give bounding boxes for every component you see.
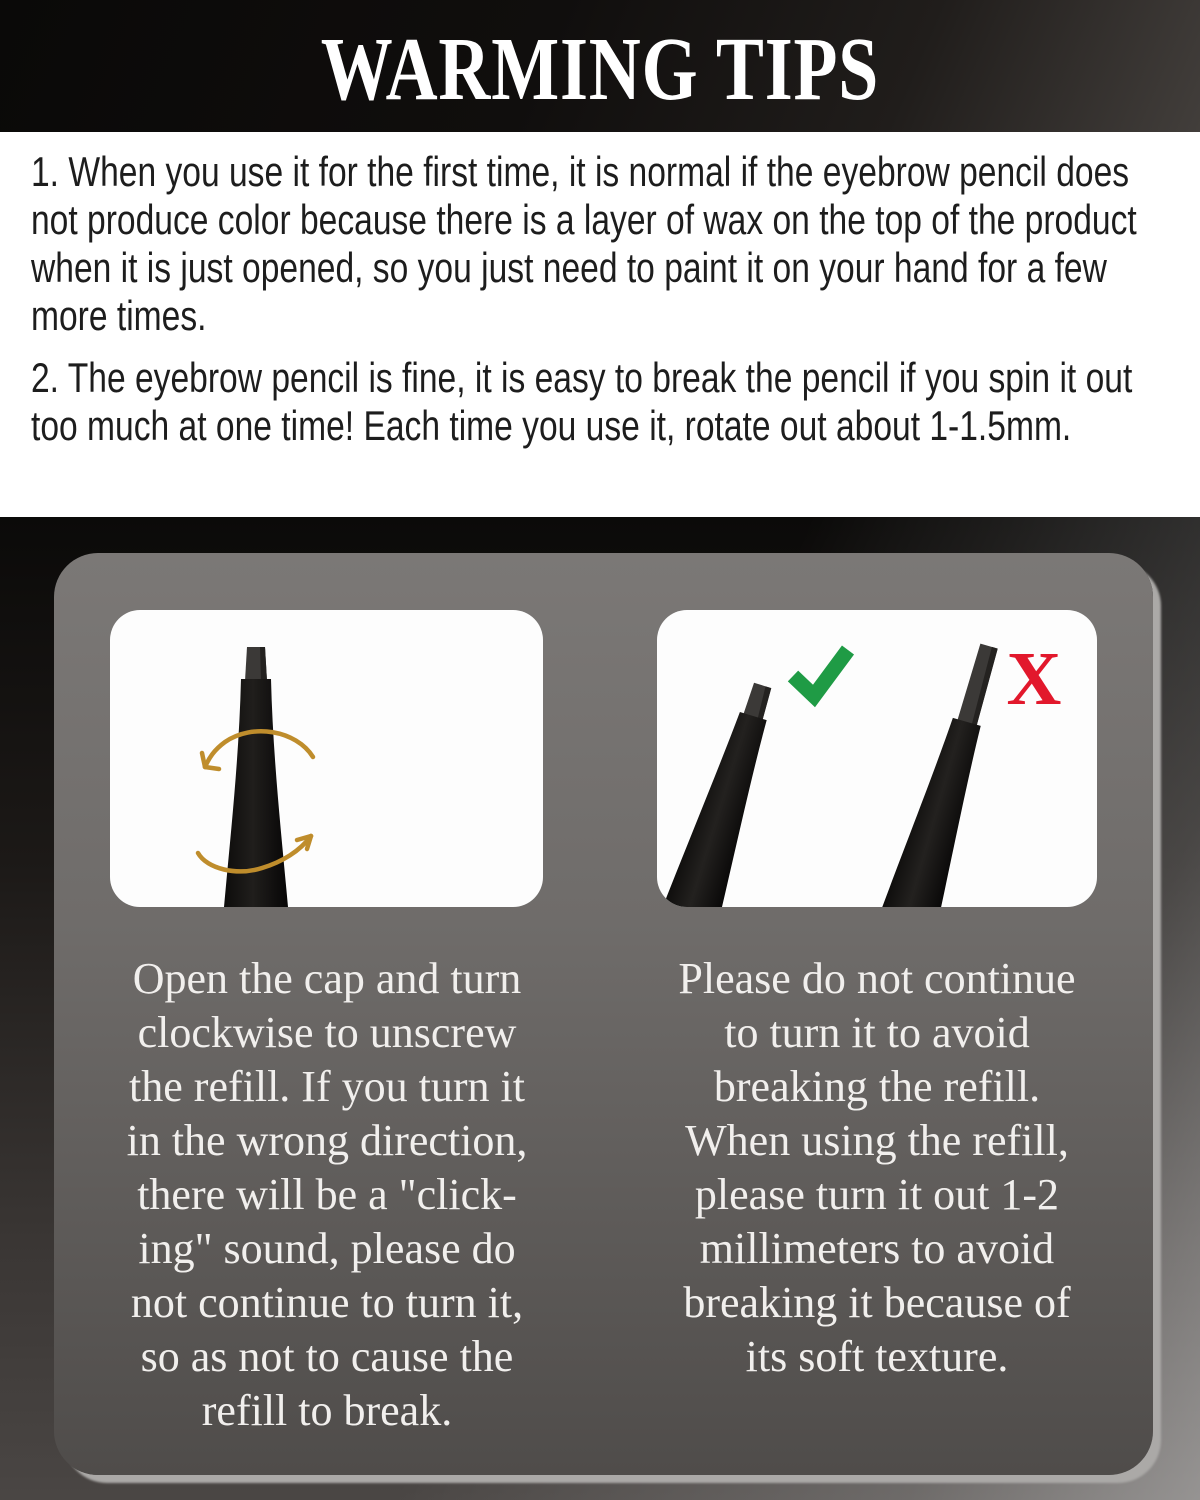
text-line: When using the refill, — [685, 1116, 1069, 1165]
text-line: breaking it because of — [683, 1278, 1071, 1327]
text-line: clockwise to unscrew — [137, 1008, 517, 1057]
text-line: ing" sound, please do — [138, 1224, 516, 1273]
header-band — [0, 0, 1200, 132]
intro-paragraph-2: 2. The eyebrow pencil is fine, it is easy to break the pencil if you spin it out too much at one time! Each time you use it, rotate out about 1-1.5mm. — [31, 354, 1133, 449]
text-line: millimeters to avoid — [699, 1224, 1055, 1273]
text-line: so as not to cause the — [140, 1332, 514, 1381]
text-line: refill to break. — [201, 1386, 453, 1435]
text-line: there will be a "click- — [137, 1170, 517, 1219]
intro-text — [31, 132, 1171, 450]
left-instruction-text — [92, 952, 562, 1438]
intro-paragraph-1: 1. When you use it for the first time, it is normal if the eyebrow pencil does not produce color because there is a layer of wax on the top of the product when it is just opened, so you just need to paint it on your hand for a few more times. — [31, 148, 1137, 339]
pencil-wrong — [876, 637, 1016, 907]
text-line: please turn it out 1-2 — [694, 1170, 1060, 1219]
check-icon — [793, 650, 848, 696]
text-line: Open the cap and turn — [132, 954, 522, 1003]
instruction-panel — [54, 553, 1153, 1475]
pencil-body — [657, 707, 780, 907]
text-line: the refill. If you turn it — [129, 1062, 525, 1111]
x-icon: X — [1006, 637, 1062, 721]
text-line: in the wrong direction, — [126, 1116, 528, 1165]
page-title: WARMING TIPS — [320, 19, 880, 119]
text-line: not continue to turn it, — [130, 1278, 524, 1327]
text-line: to turn it to avoid — [724, 1008, 1030, 1057]
pencil-body — [876, 713, 994, 907]
text-line: Please do not continue — [678, 954, 1076, 1003]
pencil-rotation-illustration — [110, 610, 543, 907]
right-illustration-card — [657, 610, 1097, 907]
left-illustration-card — [110, 610, 543, 907]
correct-vs-wrong-refill-illustration — [657, 610, 1097, 907]
right-instruction-text — [642, 952, 1112, 1384]
hero-section — [0, 517, 1200, 1500]
pencil-correct — [657, 676, 789, 907]
intro-section — [0, 132, 1200, 517]
text-line: breaking the refill. — [713, 1062, 1041, 1111]
text-line: its soft texture. — [745, 1332, 1009, 1381]
